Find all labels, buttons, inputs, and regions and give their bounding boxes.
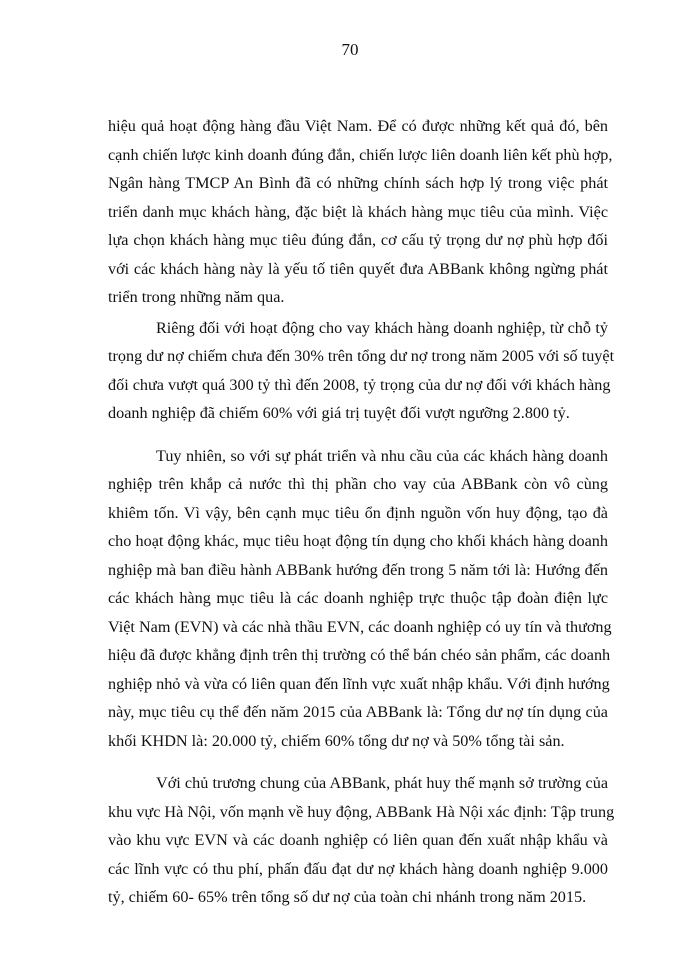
text-line: đối chưa vượt quá 300 tỷ thì đến 2008, tỷ trọng của dư nợ đối với khách hàng [108, 375, 611, 394]
text-line: này, mục tiêu cụ thể đến năm 2015 của ABBank là: Tổng dư nợ tín dụng của [108, 703, 608, 721]
text-line: các lĩnh vực có thu phí, phấn đấu đạt dư nợ khách hàng doanh nghiệp 9.000 [108, 859, 608, 878]
text-line: cạnh chiến lược kinh doanh đúng đắn, chiến lược liên doanh liên kết phù hợp, [108, 145, 613, 164]
text-line: Riêng đối với hoạt động cho vay khách hàng doanh nghiệp, từ chỗ tỷ [156, 318, 608, 337]
text-line: cho hoạt động khác, mục tiêu hoạt động tín dụng cho khối khách hàng doanh [108, 532, 608, 550]
text-line: trọng dư nợ chiếm chưa đến 30% trên tổng dư nợ trong năm 2005 với số tuyệt [108, 347, 615, 365]
text-line: khiêm tốn. Vì vậy, bên cạnh mục tiêu ổn định nguồn vốn huy động, tạo đà [108, 503, 608, 522]
text-line: nghiệp nhỏ và vừa có liên quan đến lĩnh vực xuất nhập khẩu. Với định hướng [108, 674, 610, 693]
text-line: hiệu đã được khẳng định trên thị trường có thể bán chéo sản phẩm, các doanh [108, 646, 611, 664]
paragraph-4 [108, 769, 615, 912]
text-line: Ngân hàng TMCP An Bình đã có những chính sách hợp lý trong việc phát [108, 174, 608, 192]
text-line: vào khu vực EVN và các doanh nghiệp có liên quan đến xuất nhập khẩu và [108, 831, 608, 849]
text-line: lựa chọn khách hàng mục tiêu đúng đắn, cơ cấu tỷ trọng dư nợ phù hợp đối [108, 231, 608, 249]
text-line: các khách hàng mục tiêu là các doanh nghiệp trực thuộc tập đoàn điện lực [108, 589, 608, 607]
text-line: hiệu quả hoạt động hàng đầu Việt Nam. Để có được những kết quả đó, bên [108, 117, 608, 135]
text-line: với các khách hàng này là yếu tố tiên quyết đưa ABBank không ngừng phát [108, 259, 608, 278]
text-line: triển danh mục khách hàng, đặc biệt là khách hàng mục tiêu của mình. Việc [108, 202, 608, 221]
text-line: nghiệp trên khắp cả nước thì thị phần cho vay của ABBank còn vô cùng [108, 475, 608, 493]
body-text [108, 112, 615, 912]
text-line: khu vực Hà Nội, vốn mạnh về huy động, ABBank Hà Nội xác định: Tập trung [108, 802, 615, 821]
text-line: doanh nghiệp đã chiếm 60% với giá trị tuyệt đối vượt ngưỡng 2.800 tỷ. [108, 404, 570, 422]
text-line: Tuy nhiên, so với sự phát triển và nhu cầu của các khách hàng doanh [156, 446, 608, 465]
text-line: Với chủ trương chung của ABBank, phát huy thế mạnh sở trường của [156, 774, 608, 792]
text-line: Việt Nam (EVN) và các nhà thầu EVN, các doanh nghiệp có uy tín và thương [108, 617, 612, 636]
text-line: nghiệp mà ban điều hành ABBank hướng đến trong 5 năm tới là: Hướng đến [108, 560, 608, 579]
paragraph-1 [108, 112, 613, 312]
text-line: khối KHDN là: 20.000 tỷ, chiếm 60% tổng dư nợ và 50% tổng tài sản. [108, 731, 565, 750]
text-line: triển trong những năm qua. [108, 288, 285, 306]
paragraph-2 [108, 314, 615, 428]
page-number: 70 [341, 40, 359, 59]
paragraph-3 [108, 442, 612, 756]
text-line: tỷ, chiếm 60- 65% trên tổng số dư nợ của toàn chi nhánh trong năm 2015. [108, 888, 587, 906]
